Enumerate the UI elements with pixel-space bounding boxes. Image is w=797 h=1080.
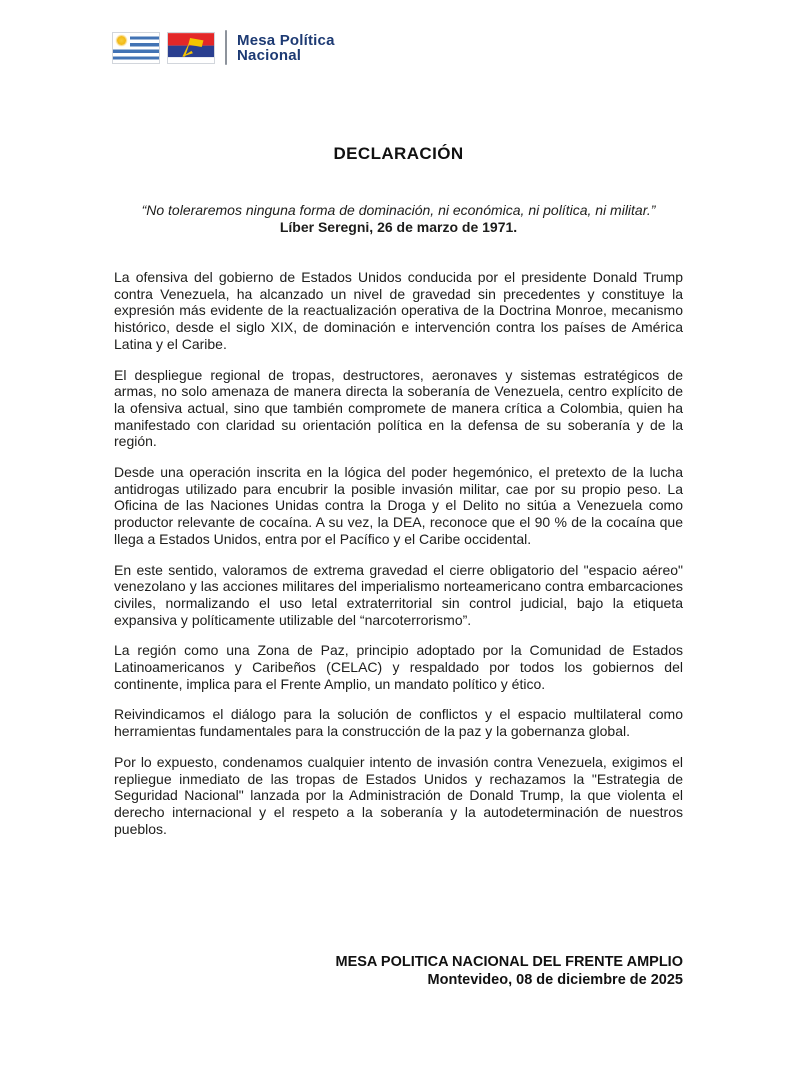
org-wordmark-line1: Mesa Política [237, 31, 335, 49]
uruguay-flag-icon [112, 32, 160, 64]
paragraph-4: En este sentido, valoramos de extrema gravedad el cierre obligatorio del "espacio aéreo" venezolano y las acciones militares del imperialismo norteamericano contra embarcaciones civiles, normalizando el uso letal extraterritorial sin control judicial, bajo la etiqueta expansiva y políticamente utilizable del “narcoterrorismo”. [114, 561, 683, 628]
paragraph-7: Por lo expuesto, condenamos cualquier intento de invasión contra Venezuela, exigimos el repliegue inmediato de las tropas de Estados Unidos y rechazamos la "Estrategia de Seguridad Nacional" lanzada por la Administración de Donald Trump, la que violenta el derecho internacional y el respeto a la soberanía y la autodeterminación de nuestros pueblos. [114, 753, 683, 837]
quote-attribution: Líber Seregni, 26 de marzo de 1971. [279, 219, 518, 235]
paragraph-2: El despliegue regional de tropas, destructores, aeronaves y sistemas estratégicos de armas, no solo amenaza de manera directa la soberanía de Venezuela, centro explícito de la ofensiva actual, sino que también compromete de manera crítica a Colombia, quien ha manifestado con claridad su orientación política en la defensa de su soberanía y de la región. [114, 366, 683, 450]
paragraph-5: La región como una Zona de Paz, principio adoptado por la Comunidad de Estados Latinoamericanos y Caribeños (CELAC) y respaldado por todos los gobiernos del continente, implica para el Frente Amplio, un mandato político y ético. [114, 642, 683, 692]
document-title: DECLARACIÓN [333, 144, 464, 163]
sun-icon [117, 36, 126, 45]
org-logo [112, 30, 335, 65]
quote-text: “No toleraremos ninguna forma de dominación, ni económica, ni política, ni militar.” [141, 202, 656, 218]
logo-divider [225, 30, 227, 65]
document-footer [114, 954, 683, 989]
paragraph-1: La ofensiva del gobierno de Estados Unidos conducida por el presidente Donald Trump contra Venezuela, ha alcanzado un nivel de gravedad sin precedentes y constituye la expresión más evidente de la reactualización operativa de la Doctrina Monroe, mecanismo histórico, desde el siglo XIX, de dominación e intervención contra los países de América Latina y el Caribe. [114, 269, 683, 352]
org-wordmark [237, 33, 335, 63]
document-body [114, 269, 683, 851]
org-wordmark-line2: Nacional [237, 46, 302, 64]
footer-org-line: MESA POLITICA NACIONAL DEL FRENTE AMPLIO [335, 954, 683, 970]
footer-date-line: Montevideo, 08 de diciembre de 2025 [427, 971, 683, 988]
quote-block [114, 202, 683, 236]
frente-amplio-flag-icon [167, 32, 215, 64]
paragraph-6: Reivindicamos el diálogo para la solución de conflictos y el espacio multilateral como herramientas fundamentales para la construcción de la paz y la gobernanza global. [114, 706, 683, 740]
paragraph-3: Desde una operación inscrita en la lógica del poder hegemónico, el pretexto de la lucha antidrogas utilizado para encubrir la posible invasión militar, cae por su propio peso. La Oficina de las Naciones Unidas contra la Droga y el Delito no sitúa a Venezuela como productor relevante de cocaína. A su vez, la DEA, reconoce que el 90 % de la cocaína que llega a Estados Unidos, entra por el Pacífico y el Caribe occidental. [114, 464, 683, 547]
